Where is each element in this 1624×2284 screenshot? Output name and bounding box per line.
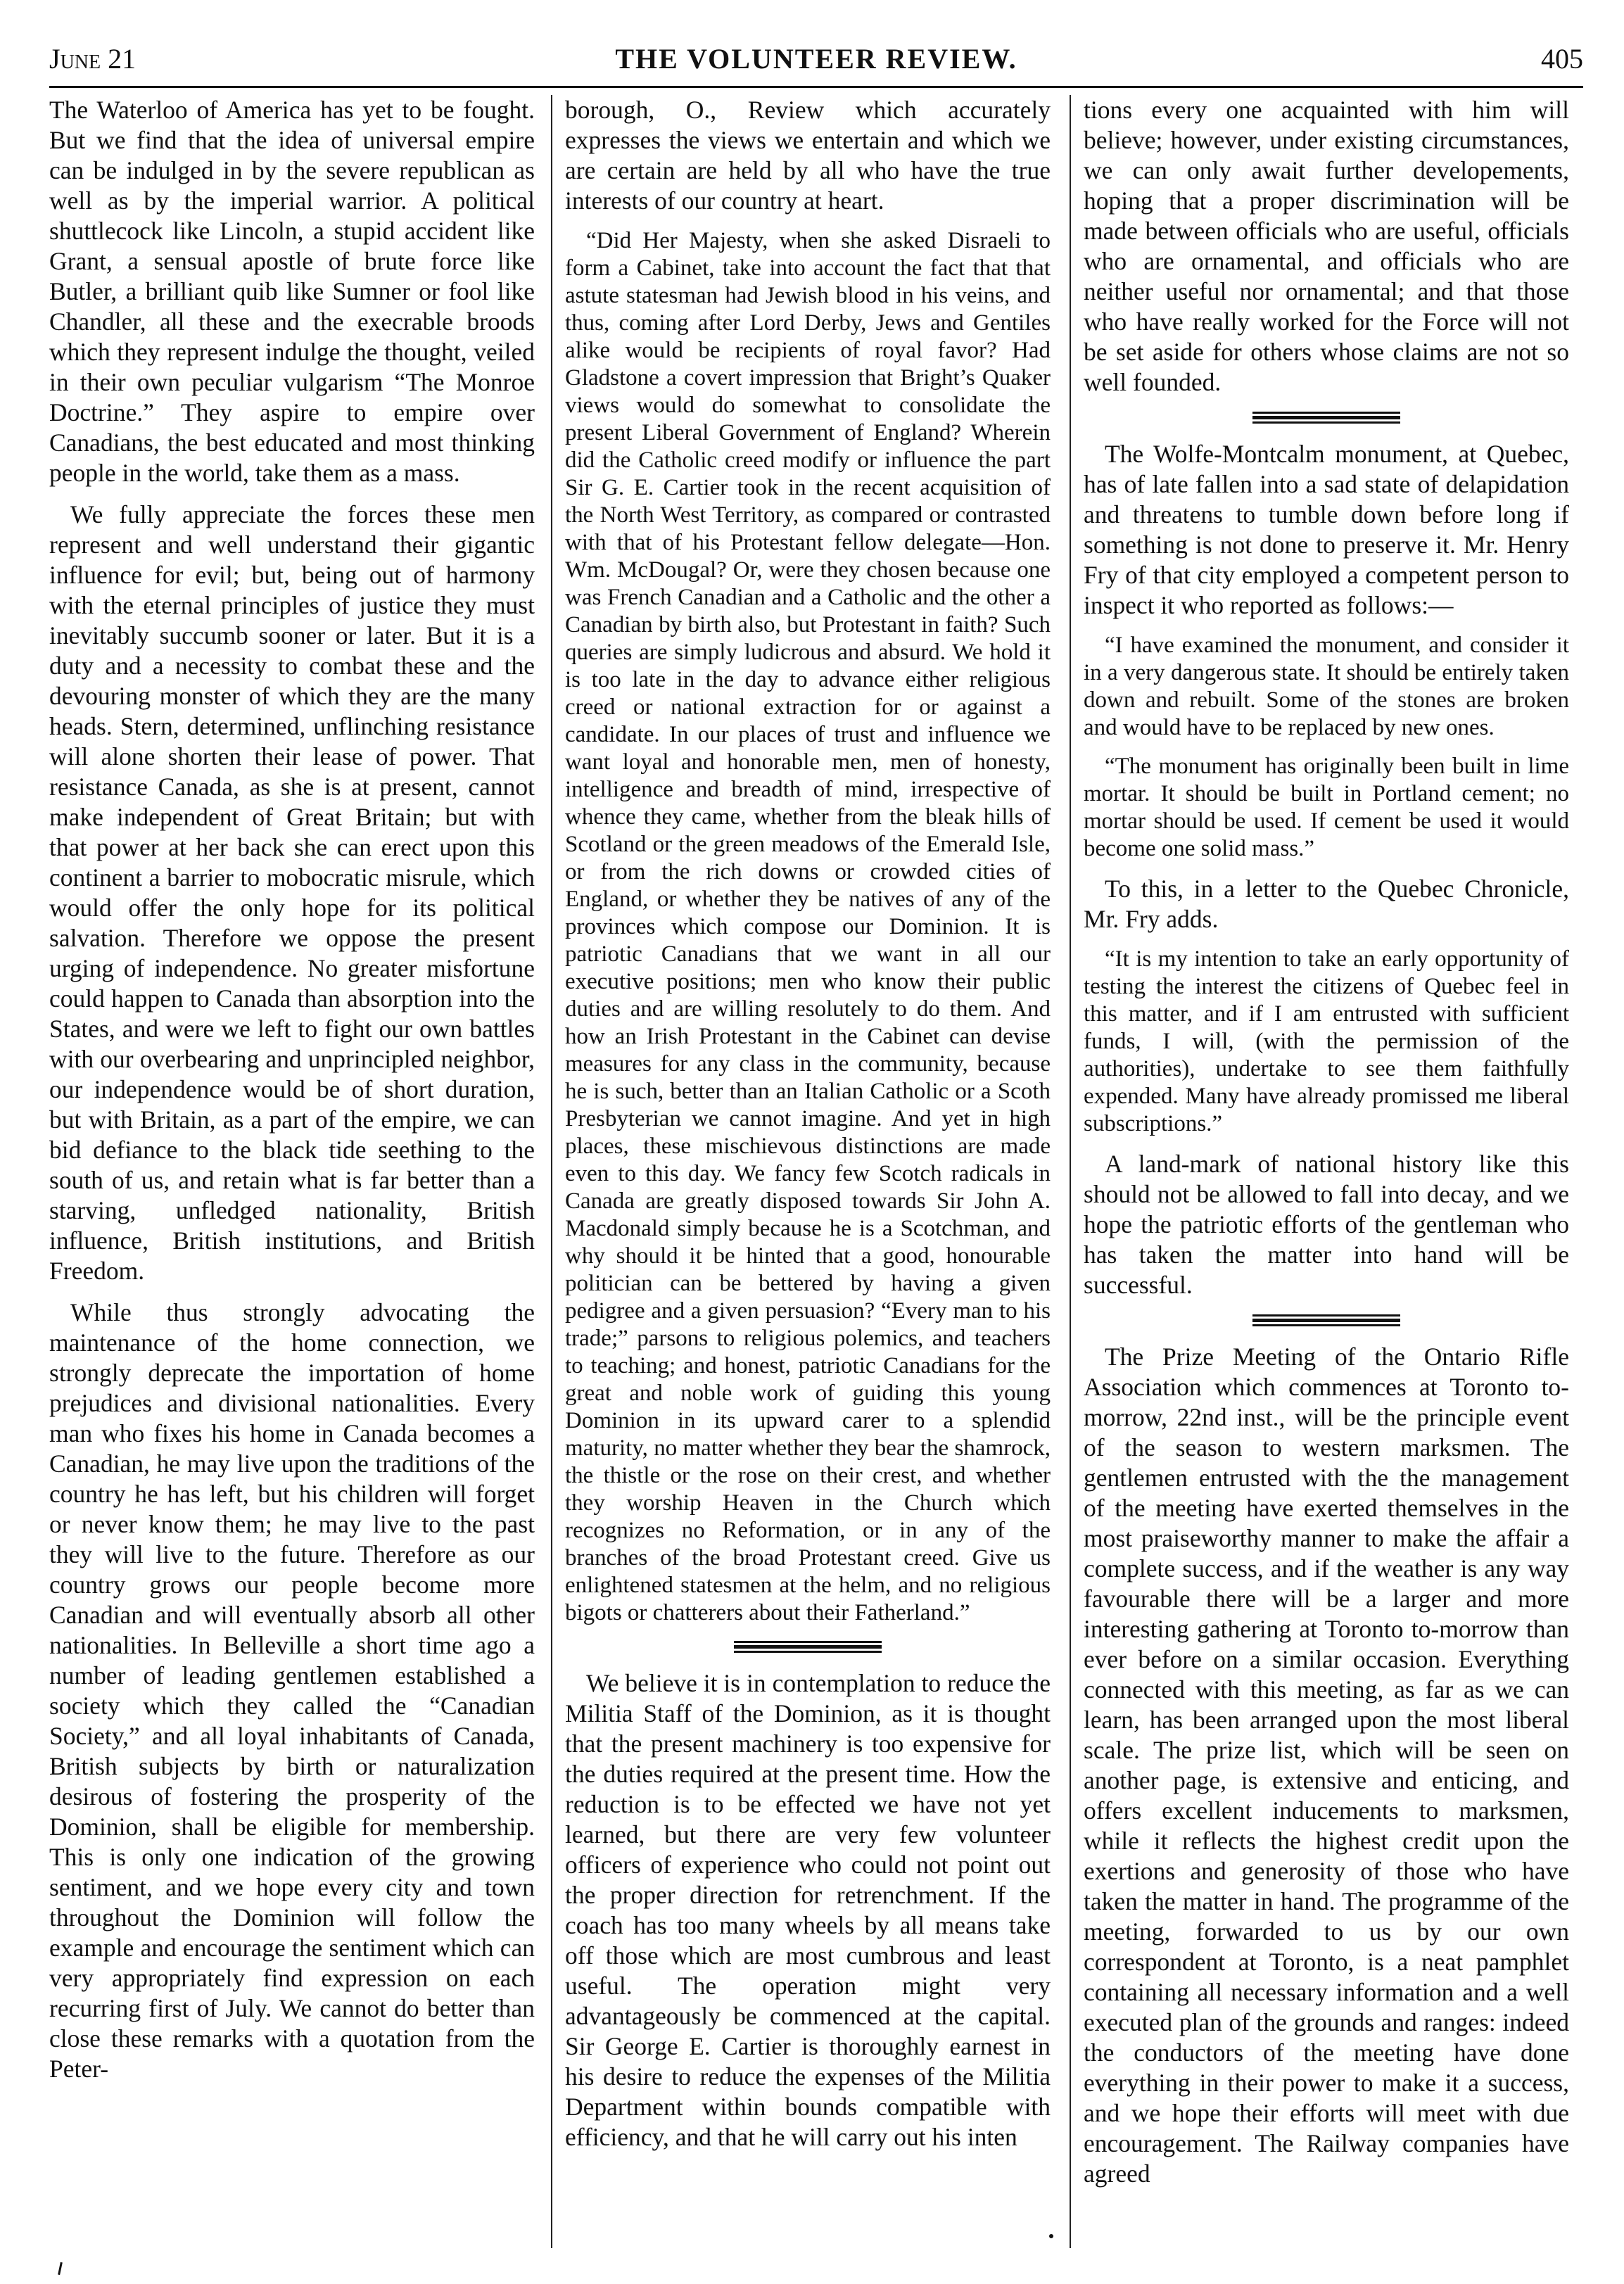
- paragraph-landmark: A land-mark of national history like this should not be allowed to fall into decay, and we hope the patriotic efforts of the gentleman who has taken the matter into hand will be successful.: [1084, 1150, 1569, 1299]
- chronicle-quote: “It is my intention to take an early opportunity of testing the interest the citizens of Quebec feel in this matter, and if I am entrusted with sufficient funds, I will, (with the permission of the authorities), undertake to see them faithfully expended. Many have already promissed me liberal subscriptions.”: [1084, 946, 1569, 1136]
- paragraph-militia-staff: We believe it is in contemplation to reduce the Militia Staff of the Dominion, as it is thought that the present machinery is too expensive for the duties required at the present time. How the reduction is to be effected we have not yet learned, but there are very few volunteer officers of experience who could not point out the proper direction for retrenchment. If the coach has too many wheels by all means take off those which are most cumbrous and least useful. The operation might very advantageously be commenced at the capital. Sir George E. Cartier is thoroughly earnest in his desire to reduce the expenses of the Militia Department within bounds compatible with efficiency, and that he will carry out his inten: [565, 1669, 1051, 2151]
- column-2: [565, 95, 1051, 2248]
- column-divider: [1070, 95, 1071, 2248]
- column-1: [49, 95, 535, 2248]
- paragraph-prize-meeting: The Prize Meeting of the Ontario Rifle Association which commences at Toronto to-morrow, 22nd inst., will be the principle event of the season to western marksmen. The gentlemen entrusted with the the management of the meeting have exerted themselves in the most praiseworthy manner to make the affair a complete success, and if the weather is any way favourable there will be a larger and more interesting gathering at Toronto to-morrow than ever before on a similar occasion. Everything connected with this meeting, as far as we can learn, has been arranged upon the most liberal scale. The prize list, which will be seen on another page, is extensive and enticing, and offers excellent inducements to marksmen, while it reflects the highest credit upon the exertions and generosity of those who have taken the matter in hand. The programme of the meeting, forwarded to us by our own correspondent at Toronto, is a neat pamphlet containing all necessary information and a well executed plan of the grounds and ranges: indeed the conductors of the meeting have done everything in their power to make it a success, and we hope their efforts will meet with due encouragement. The Railway companies have agreed: [1084, 1343, 1569, 2188]
- paragraph-monument: The Wolfe-Montcalm monument, at Quebec, has of late fallen into a sad state of delapidation and threatens to tumble down before long if something is not done to preserve it. Mr. Henry Fry of that city employed a competent person to inspect it who reported as follows:—: [1084, 440, 1569, 619]
- masthead-title: THE VOLUNTEER REVIEW.: [615, 43, 1017, 75]
- column-divider: [551, 95, 552, 2248]
- section-separator: [1252, 412, 1400, 424]
- monument-report-1: “I have examined the monument, and consider it in a very dangerous state. It should be entirely taken down and rebuilt. Some of the stones are broken and would have to be replaced by new ones.: [1084, 633, 1569, 740]
- monument-report-2: “The monument has originally been built in lime mortar. It should be built in Portland cement; no mortar should be used. If cement be used it would become one solid mass.”: [1084, 754, 1569, 861]
- print-mark: [58, 2262, 63, 2275]
- paragraph-chronicle: To this, in a letter to the Quebec Chronicle, Mr. Fry adds.: [1084, 875, 1569, 933]
- column-3: [1084, 95, 1569, 2248]
- paragraph-review-intro: borough, O., Review which accurately expresses the views we entertain and which we are certain are held by all who have the true interests of our country at heart.: [565, 96, 1051, 215]
- page-header: [49, 37, 1583, 88]
- print-speck: [1049, 2234, 1053, 2238]
- page-number: 405: [1541, 43, 1583, 75]
- issue-date: June 21: [49, 43, 137, 75]
- paragraph-home-connection: While thus strongly advocating the maintenance of the home connection, we strongly deprecate the importation of home prejudices and divisional nationalities. Every man who fixes his home in Canada becomes a Canadian, he may live upon the traditions of the country he has left, but his children will forget or never know them; he may live to the past they will live to the future. Therefore as our country grows our people become more Canadian and will eventually absorb all other nationalities. In Belleville a short time ago a number of leading gentlemen established a society which they called the “Canadian Society,” and all loyal inhabitants of Canada, British subjects by birth or naturalization desirous of fostering the prosperity of the Dominion, shall be eligible for membership. This is only one indication of the growing sentiment, and we hope every city and town throughout the Dominion will follow the example and encourage the sentiment which can very appropriately find expression on each recurring first of July. We cannot do better than close these remarks with a quotation from the Peter-: [49, 1298, 535, 2083]
- quoted-article: “Did Her Majesty, when she asked Disraeli to form a Cabinet, take into account the fact that that astute statesman had Jewish blood in his veins, and thus, coming after Lord Derby, Jews and Gentiles alike would be recipients of royal favor? Had Gladstone a covert impression that Bright’s Quaker views would do somewhat to consolidate the present Liberal Government of England? Wherein did the Catholic creed modify or influence the part Sir G. E. Cartier took in the recent acquisition of the North West Territory, as compared or contrasted with that of his Protestant fellow delegate—Hon. Wm. McDougal? Or, were they chosen because one was French Canadian and a Catholic and the other a Canadian by birth also, but Protestant in faith? Such queries are simply ludicrous and absurd. We hold it is too late in the day to advance either religious creed or national extraction for or against a candidate. In our places of trust and influence we want loyal and honorable men, men of honesty, intelligence and breadth of mind, irrespective of whence they came, whether from the bleak hills of Scotland or the green meadows of the Emerald Isle, or from the rich downs or crowded cities of England, or whether they be natives of any of the provinces which compose our Dominion. It is patriotic Canadians that we want in all our executive positions; men who know their public duties and are willing resolutely to do them. And how an Irish Protestant in the Cabinet can devise measures for any class in the community, because he is such, better than an Italian Catholic or a Scoth Presbyterian we cannot imagine. And yet in high places, these mischievous distinctions are made even to this day. We fancy few Scotch radicals in Canada are greatly disposed towards Sir John A. Macdonald simply because he is a Scotchman, and why should it be hinted that a good, honourable politician can be bettered by having a given pedigree and a given persuasion? “Every man to his trade;” parsons to religious polemics, and teachers to teaching; and honest, patriotic Canadians for the great and noble work of guiding this young Dominion in its upward carer to a splendid maturity, no matter whether they bear the shamrock, the thistle or the rose on their crest, and whether they worship Heaven in the Church which recognizes no Reformation, or in any of the branches of the broad Protestant creed. Give us enlightened statesmen at the helm, and no religious bigots or chatterers about their Fatherland.”: [565, 228, 1051, 1625]
- section-separator: [1252, 1314, 1400, 1326]
- paragraph-forces: We fully appreciate the forces these men represent and well understand their gigantic influence for evil; but, being out of harmony with the eternal principles of justice they must inevitably succumb sooner or later. But it is a duty and a necessity to combat these and the devouring monster of which they are the many heads. Stern, determined, unflinching resistance will alone shorten their lease of power. That resistance Canada, as she is at present, cannot make independent of Great Britain; but with that power at her back she can erect upon this continent a barrier to mobocratic misrule, which would offer the only hope for its political salvation. Therefore we oppose the present urging of independence. No greater misfortune could happen to Canada than absorption into the States, and were we left to fight our own battles with our overbearing and unprincipled neighbor, our independence would be of short duration, but with Britain, as a part of the empire, we can bid defiance to the black tide seething to the south of us, and retain what is far better than a starving, unfledged nationality, British influence, British institutions, and British Freedom.: [49, 500, 535, 1285]
- paragraph-waterloo: The Waterloo of America has yet to be fought. But we find that the idea of universal empire can be indulged in by the severe republican as well as by the imperial warrior. A political shuttlecock like Lincoln, a stupid accident like Grant, a sensual apostle of brute force like Butler, a brilliant quib like Sumner or fool like Chandler, all these and the execrable broods which they represent indulge the thought, veiled in their own peculiar vulgarism “The Monroe Doctrine.” They aspire to empire over Canadians, the best educated and most thinking people in the world, take them as a mass.: [49, 96, 535, 487]
- paragraph-militia-continued: tions every one acquainted with him will believe; however, under existing circumstances, we can only await further developements, hoping that a proper discrimination will be made between officials who are useful, officials who are ornamental, and officials who are neither useful nor ornamental; and that those who have really worked for the Force will not be set aside for others whose claims are not so well founded.: [1084, 96, 1569, 396]
- section-separator: [734, 1641, 882, 1653]
